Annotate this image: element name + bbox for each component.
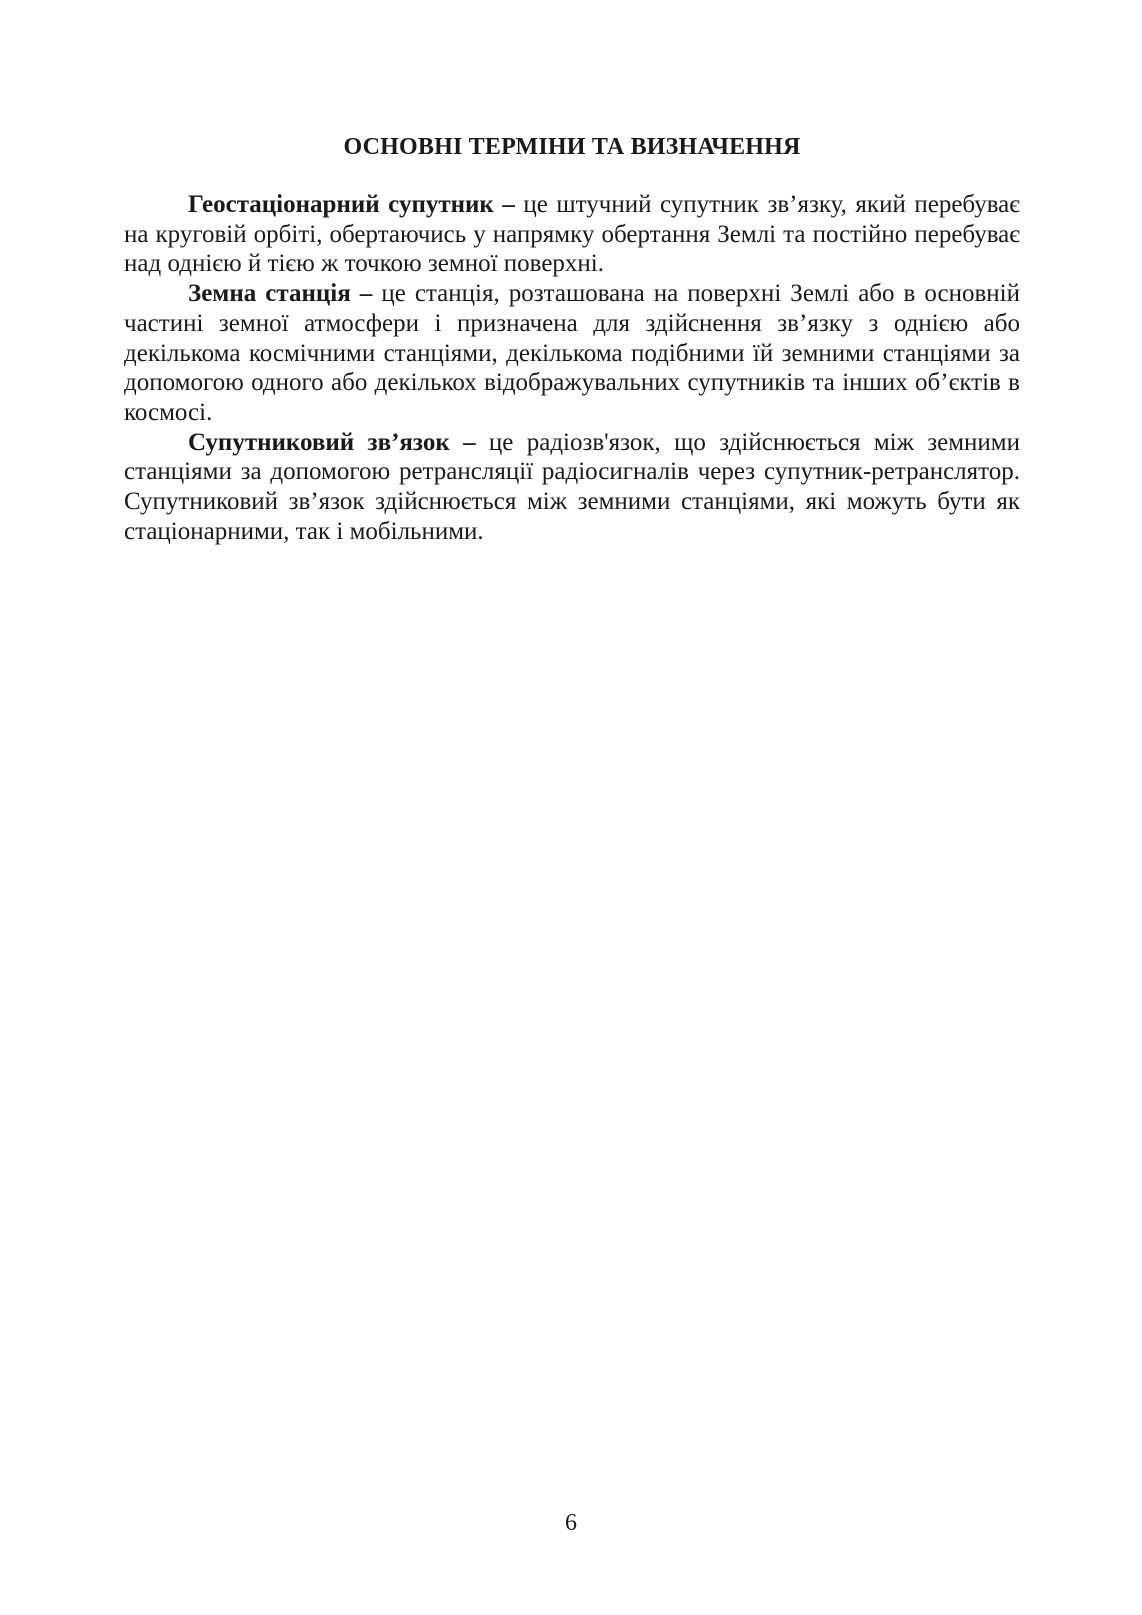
term-geostationary-satellite: Геостаціонарний супутник – [188, 191, 515, 218]
definition-text-earth-station: це станція, розташована на поверхні Землі або в основній частині земної атмосфери і призначена для здійснення зв’язку з однією або декількома космічними станціями, декількома подібними їй земними станціями за допомогою одного або декількох відображувальних супутників та інших об’єктів в космосі. [124, 280, 1021, 426]
definition-earth-station [124, 279, 1020, 428]
term-earth-station: Земна станція – [188, 280, 373, 308]
page-number: 6 [565, 1510, 577, 1536]
term-satellite-communication: Супутниковий зв’язок – [188, 428, 476, 456]
definition-geostationary-satellite [124, 190, 1020, 279]
definition-text-geostationary-satellite: це штучний супутник зв’язку, який перебуває на круговій орбіті, обертаючись у напрямку обертання Землі та постійно перебуває над однією й тією ж точкою земної поверхні. [124, 191, 1020, 278]
definitions-body [124, 190, 1020, 546]
page-title: ОСНОВНІ ТЕРМІНИ ТА ВИЗНАЧЕННЯ [343, 134, 801, 160]
definition-satellite-communication [124, 428, 1020, 547]
definition-text-satellite-communication: це радіозв'язок, що здійснюється між земними станціями за допомогою ретрансляції радіосигналів через супутник-ретранслятор. Супутниковий зв’язок здійснюється між земними станціями, які можуть бути як стаціонарними, так і мобільними. [124, 428, 1020, 545]
